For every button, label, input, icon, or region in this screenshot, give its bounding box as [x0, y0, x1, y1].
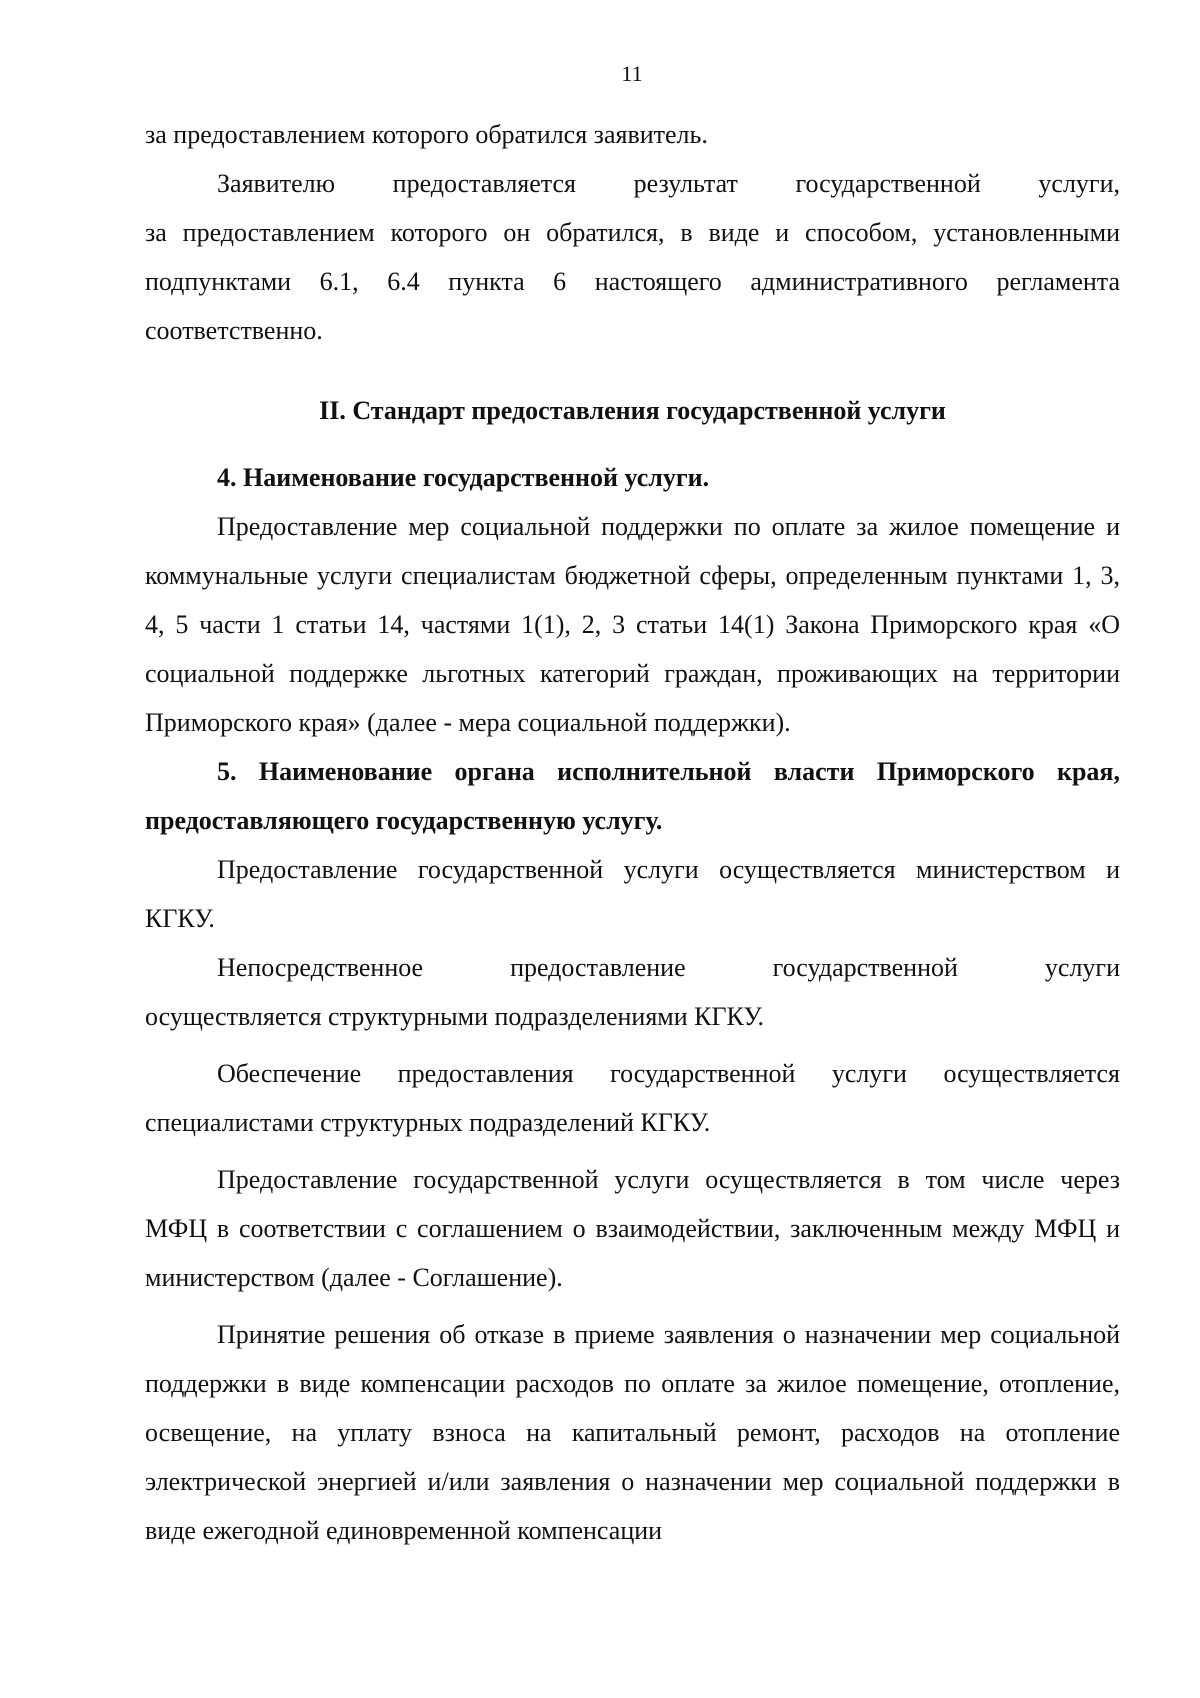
paragraph: Обеспечение предоставления государственной услуги осуществляется специалистами структурных подразделений КГКУ.	[145, 1059, 1120, 1137]
heading: 4. Наименование государственной услуги.	[217, 463, 710, 492]
paragraph: Предоставление государственной услуги осуществляется в том числе через МФЦ в соответствии с соглашением о взаимодействии, заключенным между МФЦ и министерством (далее - Соглашение).	[145, 1165, 1120, 1292]
section-title: II. Стандарт предоставления государственной услуги	[319, 396, 946, 425]
paragraph: за предоставлением которого он обратился, в виде и способом, установленными подпунктами 6.1, 6.4 пункта 6 настоящего административного регламента соответственно.	[145, 218, 1120, 345]
heading: 5. Наименование органа исполнительной власти Приморского края, предоставляющего государственную услугу.	[145, 757, 1120, 835]
document-body	[145, 110, 1120, 1555]
paragraph: осуществляется структурными подразделениями КГКУ.	[145, 1002, 765, 1031]
paragraph: Заявителю предоставляется результат государственной услуги,	[217, 169, 1120, 198]
paragraph: Предоставление государственной услуги осуществляется министерством и КГКУ.	[145, 855, 1120, 933]
paragraph: Предоставление мер социальной поддержки по оплате за жилое помещение и коммунальные услуги специалистам бюджетной сферы, определенным пунктами 1, 3, 4, 5 части 1 статьи 14, частями 1(1), 2, 3 статьи 14(1) Закона Приморского края «О социальной поддержке льготных категорий граждан, проживающих на территории Приморского края» (далее - мера социальной поддержки).	[145, 512, 1120, 737]
paragraph: Принятие решения об отказе в приеме заявления о назначении мер социальной поддержки в виде компенсации расходов по оплате за жилое помещение, отопление, освещение, на уплату взноса на капитальный ремонт, расходов на отопление электрической энергией и/или заявления о назначении мер социальной поддержки в виде ежегодной единовременной компенсации	[145, 1320, 1120, 1545]
paragraph: за предоставлением которого обратился заявитель.	[145, 120, 708, 149]
paragraph: Непосредственное предоставление государственной услуги	[217, 953, 1120, 982]
page-number: 11	[621, 61, 643, 86]
